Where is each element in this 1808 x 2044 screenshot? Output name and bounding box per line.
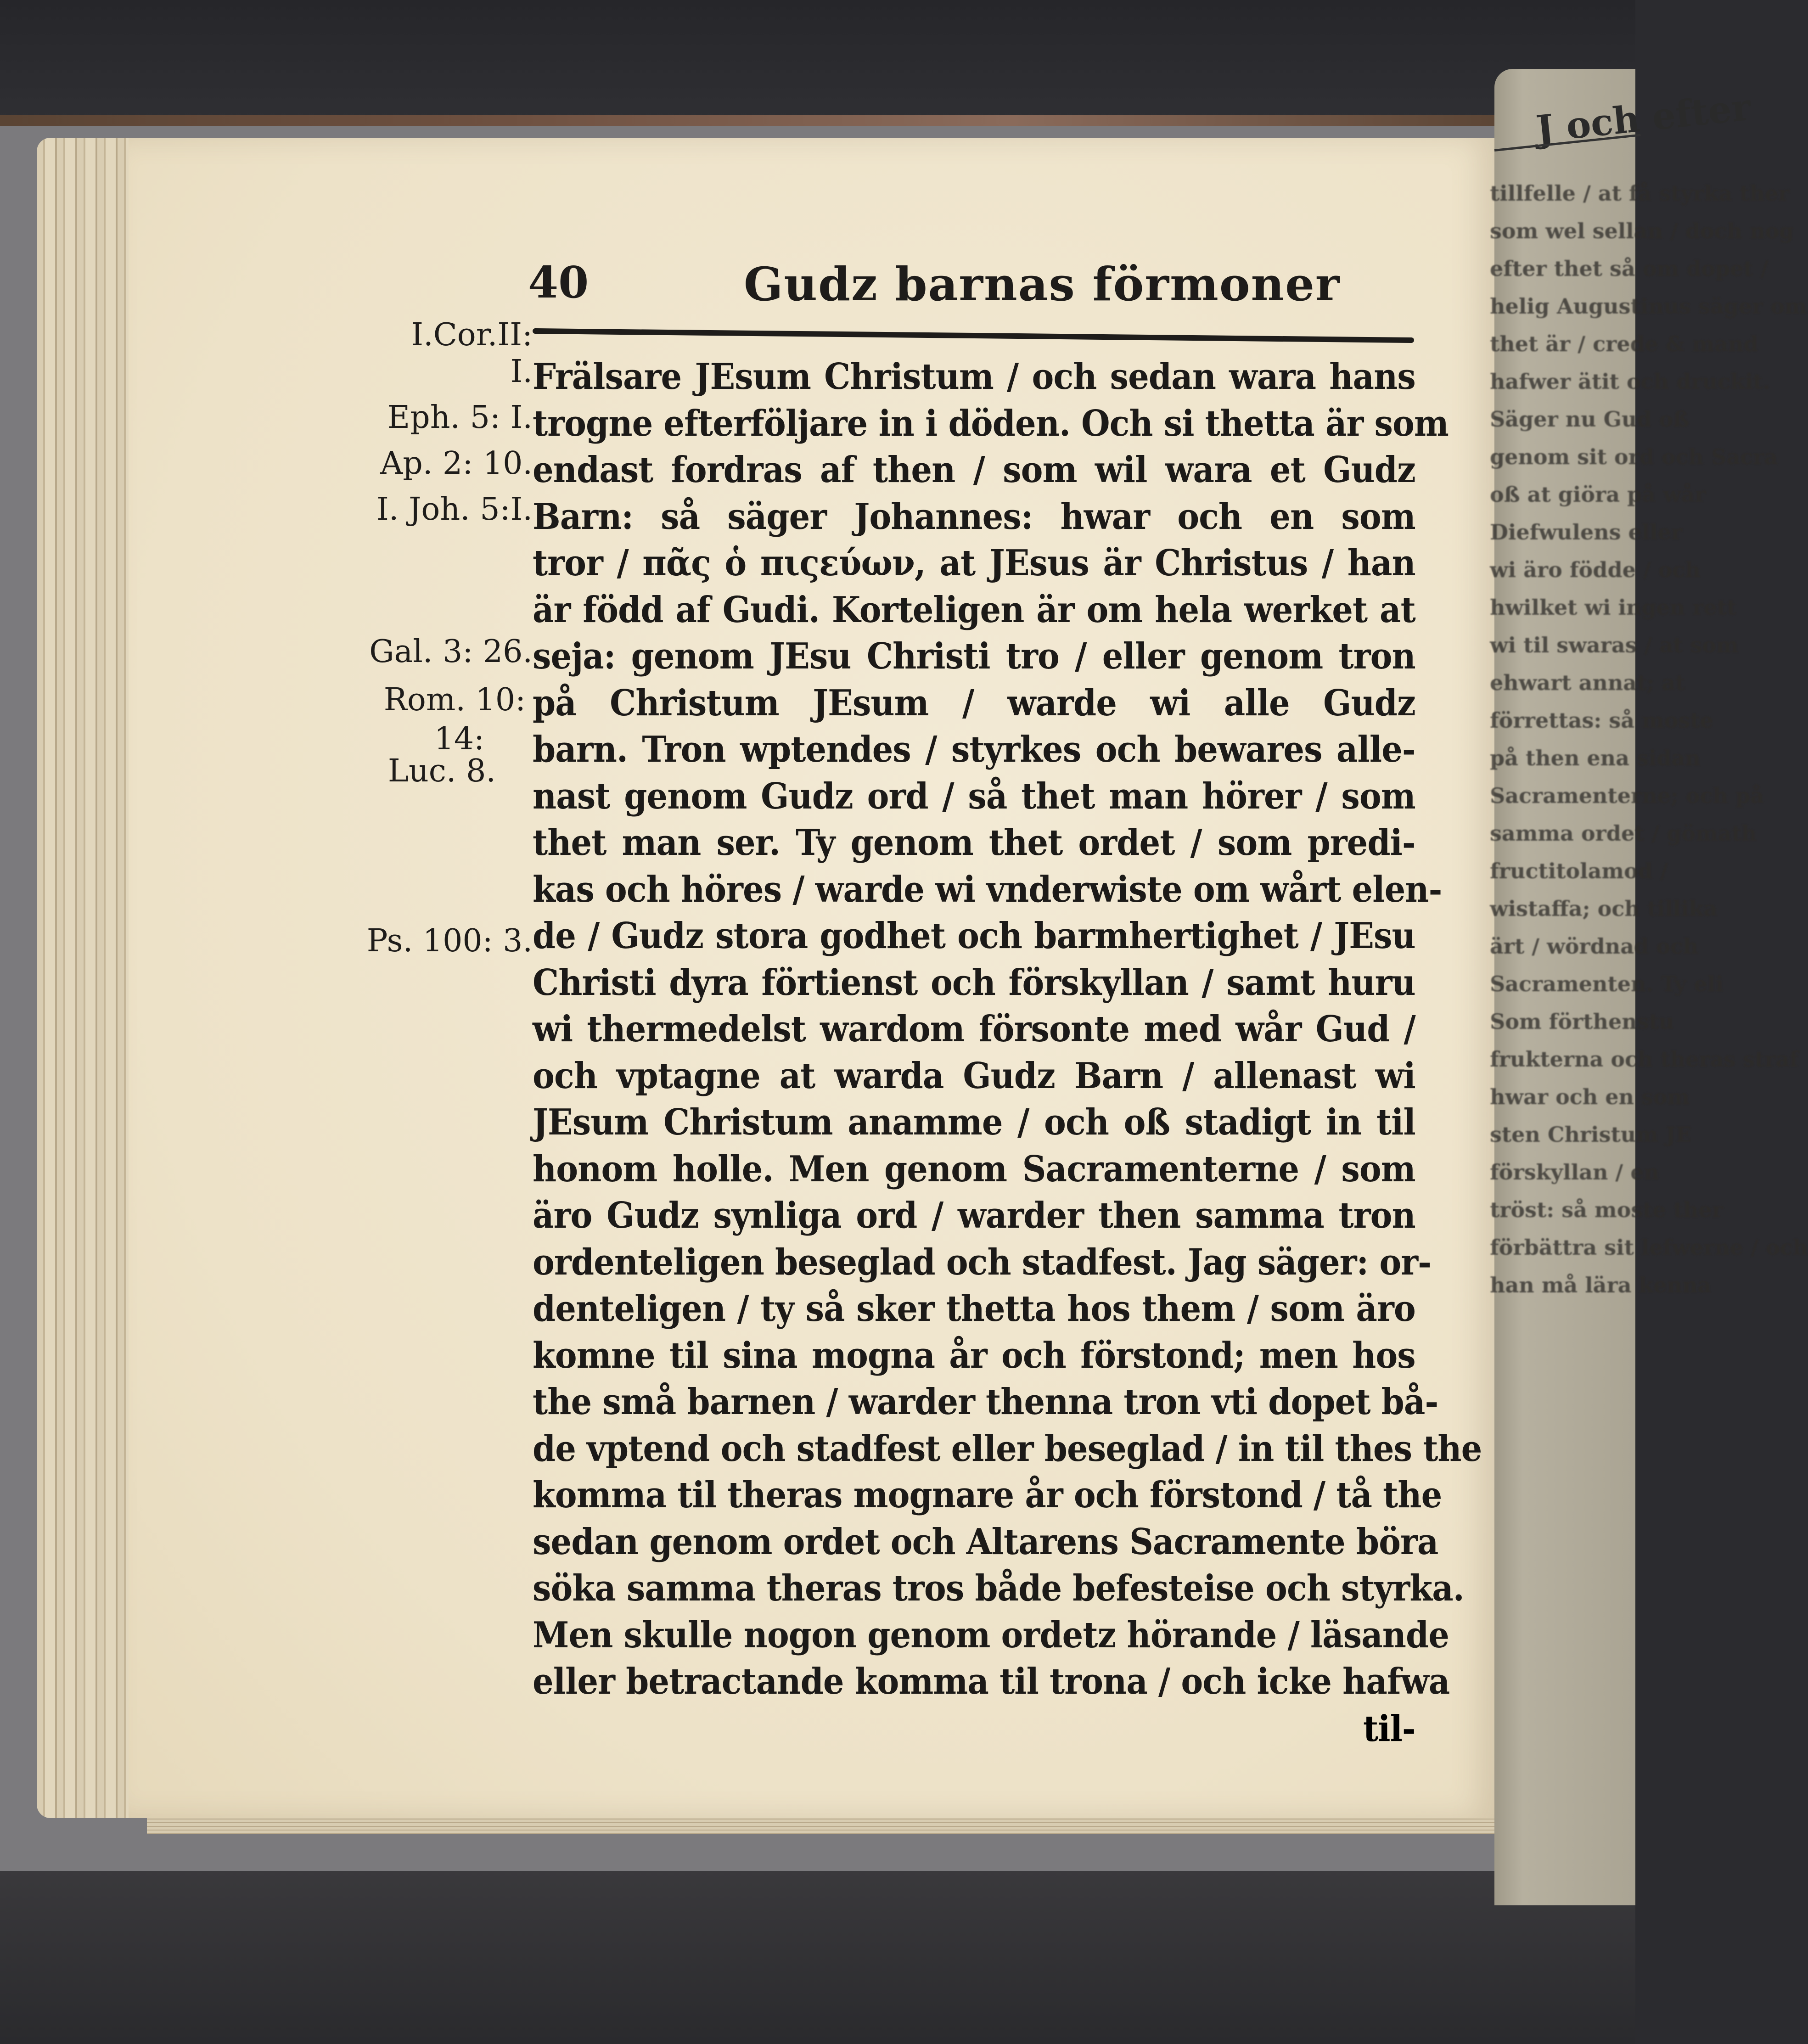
facing-text-line: Sacramenterne; och på: [1490, 783, 1764, 808]
text-line: nast genom Gudz ord / så thet man hörer / som: [533, 775, 1415, 817]
facing-text-line: förrettas: så moste: [1490, 708, 1713, 733]
margin-note: Gal. 3: 26.: [369, 634, 533, 670]
facing-text-line: wi äro födde / och: [1490, 557, 1701, 582]
text-line: komne til sina mogna år och förstond; men hos: [533, 1334, 1415, 1376]
facing-text-line: ärt / wördnad och: [1490, 934, 1699, 959]
text-line: seja: genom JEsu Christi tro / eller genom tron: [533, 635, 1415, 677]
facing-text-line: förbättra sit lefwerne / och: [1490, 1235, 1808, 1260]
facing-text-line: hwilket wi ingen rett: [1490, 595, 1737, 620]
text-line: de / Gudz stora godhet och barmhertighet / JEsu: [533, 915, 1415, 957]
text-line: sedan genom ordet och Altarens Sacramente böra: [533, 1521, 1438, 1563]
facing-text-line: sten Christum JE: [1490, 1122, 1692, 1147]
facing-text-line: han må lära kenna: [1490, 1273, 1712, 1297]
text-line: tror / πᾶς ὁ πιςεύων, at JEsus är Christus / han: [533, 542, 1415, 584]
facing-text-line: förskyllan / en: [1490, 1160, 1659, 1185]
body-text: [533, 354, 1482, 1705]
facing-text-line: fructitolamod /: [1490, 859, 1668, 883]
margin-note: Ps. 100: 3.: [366, 923, 533, 959]
text-line: Men skulle nogon genom ordetz hörande / läsande: [533, 1614, 1449, 1656]
text-line: honom holle. Men genom Sacramenterne / som: [533, 1148, 1415, 1190]
facing-text-line: thet är / crede & mand: [1490, 331, 1758, 356]
text-line: Christi dyra förtienst och förskyllan / samt huru: [533, 961, 1415, 1004]
text-line: endast fordras af then / som wil wara et Gudz: [533, 449, 1415, 491]
margin-note: I.Cor.II:: [411, 317, 533, 353]
text-line: söka samma theras tros både befesteise och styrka.: [533, 1567, 1464, 1609]
facing-text-line: helig Augustinus säger om: [1490, 294, 1807, 319]
facing-text-line: hwar och en som: [1490, 1084, 1690, 1109]
text-line: trogne efterföljare in i döden. Och si thetta är som: [533, 402, 1449, 444]
facing-page-text: [1490, 174, 1808, 1304]
text-line: Frälsare JEsum Christum / och sedan wara hans: [533, 356, 1415, 398]
facing-text-line: ehwart annat; at: [1490, 670, 1685, 695]
facing-page-header: J och efter: [1534, 85, 1753, 151]
text-line: de vptend och stadfest eller beseglad / in til thes the: [533, 1427, 1482, 1470]
facing-text-line: samma ordet / gömath: [1490, 821, 1757, 846]
text-line: thet man ser. Ty genom thet ordet / som predi-: [533, 822, 1415, 864]
facing-page-edge: [1490, 69, 1808, 1905]
text-line: JEsum Christum anamme / och oß stadigt in til: [533, 1101, 1415, 1143]
facing-text-line: tillfelle / at få styrka ther: [1490, 181, 1790, 206]
text-line: barn. Tron wptendes / styrkes och bewares alle-: [533, 729, 1415, 770]
facing-text-line: hafwer ätit och druckit.: [1490, 369, 1770, 394]
running-title: Gudz barnas förmoner: [744, 257, 1341, 311]
facing-text-line: efter thet så om dopet /: [1490, 256, 1769, 281]
facing-text-line: som wel sellan / doch nog: [1490, 219, 1794, 243]
facing-text-line: Som förthenstu: [1490, 1009, 1674, 1034]
dark-backdrop-bottom: [0, 1870, 1635, 2044]
text-line: och vptagne at warda Gudz Barn / allenast wi: [533, 1055, 1415, 1097]
facing-text-line: wi til swaras / at som: [1490, 633, 1739, 657]
text-line: wi thermedelst wardom försonte med wår Gud /: [533, 1008, 1415, 1050]
text-line: äro Gudz synliga ord / warder then samma tron: [533, 1195, 1415, 1236]
text-line: på Christum JEsum / warde wi alle Gudz: [533, 682, 1415, 724]
margin-note: 14:: [434, 721, 484, 757]
facing-text-line: genom sit ord och Sacra: [1490, 444, 1778, 469]
text-line: Barn: så säger Johannes: hwar och en som: [533, 495, 1415, 538]
facing-text-line: på then ena sidan: [1490, 746, 1701, 770]
dark-backdrop-top: [0, 0, 1635, 133]
facing-text-line: Säger nu Gud oß: [1490, 407, 1690, 432]
facing-text-line: oß at giöra på wår: [1490, 482, 1706, 507]
margin-note: Eph. 5: I.: [387, 399, 533, 436]
text-line: the små barnen / warder thenna tron vti dopet bå-: [533, 1381, 1438, 1423]
text-line: komma til theras mognare år och förstond / tå the: [533, 1474, 1442, 1516]
margin-note: Rom. 10:: [383, 682, 526, 718]
margin-note: I. Joh. 5:I.: [376, 491, 533, 528]
page-bottom-edge: [147, 1816, 1501, 1834]
text-line: denteligen / ty så sker thetta hos them / som äro: [533, 1288, 1415, 1330]
facing-text-line: wistaffa; och tillika: [1490, 896, 1718, 921]
facing-text-line: tröst: så moste ther: [1490, 1197, 1723, 1222]
catchword: til-: [1363, 1708, 1415, 1750]
page-number: 40: [528, 257, 589, 308]
margin-note: Luc. 8.: [387, 753, 496, 789]
text-line: eller betractande komma til trona / och icke hafwa: [533, 1661, 1450, 1702]
text-line: är född af Gudi. Korteligen är om hela werket at: [533, 589, 1415, 631]
facing-text-line: Sacramenten. Ty eli: [1490, 971, 1724, 996]
facing-text-line: frukterna och theras straf: [1490, 1047, 1799, 1072]
facing-text-line: Diefwulens eller: [1490, 520, 1683, 545]
text-line: ordenteligen beseglad och stadfest. Jag säger: or-: [533, 1241, 1432, 1283]
text-line: kas och höres / warde wi vnderwiste om wårt elen-: [533, 868, 1442, 910]
margin-note: I.: [510, 354, 533, 390]
margin-note: Ap. 2: 10.: [380, 445, 533, 482]
